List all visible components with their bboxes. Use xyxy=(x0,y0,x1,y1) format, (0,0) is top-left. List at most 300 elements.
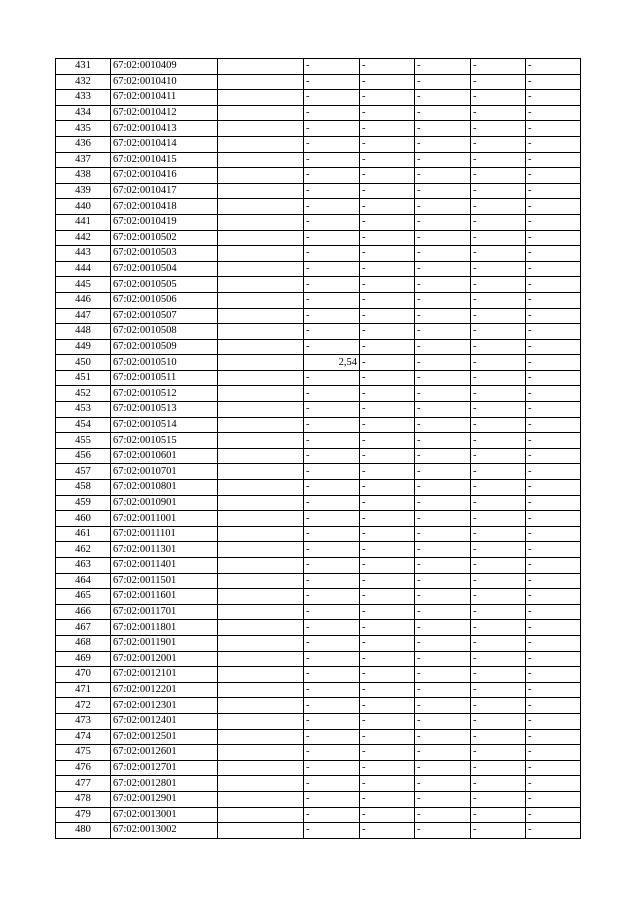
blank-cell xyxy=(218,729,304,745)
row-number-cell: 456 xyxy=(56,448,111,464)
value-cell-4: - xyxy=(471,635,526,651)
value-cell-4: - xyxy=(471,59,526,75)
value-cell-2: - xyxy=(360,745,415,761)
value-cell-4: - xyxy=(471,448,526,464)
table-row xyxy=(56,682,581,698)
value-cell-3: - xyxy=(415,324,471,340)
row-number-cell: 469 xyxy=(56,651,111,667)
value-cell-1: - xyxy=(304,651,360,667)
table-row xyxy=(56,246,581,262)
row-number-cell: 458 xyxy=(56,480,111,496)
row-number-cell: 431 xyxy=(56,59,111,75)
row-number-cell: 461 xyxy=(56,526,111,542)
value-cell-5: - xyxy=(526,558,581,574)
value-cell-1: - xyxy=(304,604,360,620)
row-number-cell: 464 xyxy=(56,573,111,589)
value-cell-3: - xyxy=(415,277,471,293)
blank-cell xyxy=(218,589,304,605)
value-cell-4: - xyxy=(471,214,526,230)
value-cell-4: - xyxy=(471,74,526,90)
table-row xyxy=(56,635,581,651)
value-cell-5: - xyxy=(526,745,581,761)
value-cell-4: - xyxy=(471,558,526,574)
value-cell-4: - xyxy=(471,807,526,823)
cadastral-code-cell: 67:02:0012201 xyxy=(111,682,218,698)
value-cell-3: - xyxy=(415,308,471,324)
value-cell-2: - xyxy=(360,682,415,698)
value-cell-3: - xyxy=(415,713,471,729)
cadastral-code-cell: 67:02:0010515 xyxy=(111,433,218,449)
value-cell-1: - xyxy=(304,370,360,386)
table-row xyxy=(56,760,581,776)
cadastral-code-cell: 67:02:0010411 xyxy=(111,90,218,106)
blank-cell xyxy=(218,667,304,683)
row-number-cell: 439 xyxy=(56,183,111,199)
blank-cell xyxy=(218,402,304,418)
value-cell-3: - xyxy=(415,573,471,589)
value-cell-3: - xyxy=(415,214,471,230)
value-cell-4: - xyxy=(471,620,526,636)
blank-cell xyxy=(218,168,304,184)
cadastral-code-cell: 67:02:0012801 xyxy=(111,776,218,792)
value-cell-2: - xyxy=(360,90,415,106)
row-number-cell: 473 xyxy=(56,713,111,729)
value-cell-3: - xyxy=(415,791,471,807)
value-cell-5: - xyxy=(526,136,581,152)
value-cell-4: - xyxy=(471,682,526,698)
value-cell-5: - xyxy=(526,230,581,246)
row-number-cell: 446 xyxy=(56,292,111,308)
row-number-cell: 462 xyxy=(56,542,111,558)
table-row xyxy=(56,807,581,823)
value-cell-5: - xyxy=(526,121,581,137)
value-cell-2: - xyxy=(360,823,415,839)
cadastral-code-cell: 67:02:0010419 xyxy=(111,214,218,230)
value-cell-4: - xyxy=(471,713,526,729)
value-cell-5: - xyxy=(526,464,581,480)
cadastral-code-cell: 67:02:0010511 xyxy=(111,370,218,386)
value-cell-3: - xyxy=(415,183,471,199)
value-cell-5: - xyxy=(526,589,581,605)
cadastral-code-cell: 67:02:0010506 xyxy=(111,292,218,308)
value-cell-4: - xyxy=(471,168,526,184)
value-cell-5: - xyxy=(526,698,581,714)
cadastral-code-cell: 67:02:0011501 xyxy=(111,573,218,589)
value-cell-5: - xyxy=(526,480,581,496)
cadastral-code-cell: 67:02:0010601 xyxy=(111,448,218,464)
row-number-cell: 443 xyxy=(56,246,111,262)
table-row xyxy=(56,277,581,293)
value-cell-5: - xyxy=(526,261,581,277)
cadastral-code-cell: 67:02:0010513 xyxy=(111,402,218,418)
row-number-cell: 454 xyxy=(56,417,111,433)
cadastral-code-cell: 67:02:0011701 xyxy=(111,604,218,620)
value-cell-5: - xyxy=(526,168,581,184)
value-cell-2: - xyxy=(360,526,415,542)
cadastral-code-cell: 67:02:0010502 xyxy=(111,230,218,246)
value-cell-2: - xyxy=(360,261,415,277)
value-cell-4: - xyxy=(471,651,526,667)
value-cell-2: - xyxy=(360,480,415,496)
data-table xyxy=(55,58,581,839)
blank-cell xyxy=(218,339,304,355)
value-cell-1: - xyxy=(304,386,360,402)
value-cell-1: - xyxy=(304,776,360,792)
blank-cell xyxy=(218,214,304,230)
value-cell-1: - xyxy=(304,682,360,698)
value-cell-1: - xyxy=(304,261,360,277)
value-cell-2: - xyxy=(360,386,415,402)
blank-cell xyxy=(218,604,304,620)
row-number-cell: 467 xyxy=(56,620,111,636)
value-cell-2: - xyxy=(360,277,415,293)
blank-cell xyxy=(218,791,304,807)
value-cell-1: - xyxy=(304,152,360,168)
value-cell-5: - xyxy=(526,324,581,340)
cadastral-code-cell: 67:02:0010514 xyxy=(111,417,218,433)
value-cell-4: - xyxy=(471,90,526,106)
value-cell-3: - xyxy=(415,682,471,698)
value-cell-2: - xyxy=(360,620,415,636)
value-cell-1: - xyxy=(304,214,360,230)
value-cell-5: - xyxy=(526,59,581,75)
blank-cell xyxy=(218,448,304,464)
table-row xyxy=(56,324,581,340)
value-cell-4: - xyxy=(471,464,526,480)
value-cell-1: - xyxy=(304,136,360,152)
value-cell-1: - xyxy=(304,589,360,605)
row-number-cell: 438 xyxy=(56,168,111,184)
table-row xyxy=(56,448,581,464)
table-row xyxy=(56,745,581,761)
value-cell-3: - xyxy=(415,230,471,246)
blank-cell xyxy=(218,635,304,651)
cadastral-code-cell: 67:02:0010415 xyxy=(111,152,218,168)
row-number-cell: 470 xyxy=(56,667,111,683)
value-cell-2: - xyxy=(360,729,415,745)
table-row xyxy=(56,589,581,605)
value-cell-3: - xyxy=(415,370,471,386)
value-cell-3: - xyxy=(415,589,471,605)
value-cell-1: - xyxy=(304,698,360,714)
table-row xyxy=(56,230,581,246)
value-cell-2: - xyxy=(360,760,415,776)
value-cell-3: - xyxy=(415,261,471,277)
table-row xyxy=(56,542,581,558)
value-cell-3: - xyxy=(415,807,471,823)
table-row xyxy=(56,417,581,433)
row-number-cell: 449 xyxy=(56,339,111,355)
value-cell-2: - xyxy=(360,542,415,558)
value-cell-4: - xyxy=(471,246,526,262)
table-row xyxy=(56,292,581,308)
row-number-cell: 444 xyxy=(56,261,111,277)
value-cell-5: - xyxy=(526,246,581,262)
blank-cell xyxy=(218,59,304,75)
value-cell-2: - xyxy=(360,667,415,683)
table-row xyxy=(56,776,581,792)
value-cell-5: - xyxy=(526,823,581,839)
value-cell-1: - xyxy=(304,729,360,745)
value-cell-4: - xyxy=(471,573,526,589)
value-cell-4: - xyxy=(471,355,526,371)
value-cell-2: - xyxy=(360,121,415,137)
table-row xyxy=(56,121,581,137)
value-cell-1: - xyxy=(304,573,360,589)
value-cell-3: - xyxy=(415,90,471,106)
value-cell-2: - xyxy=(360,246,415,262)
cadastral-code-cell: 67:02:0012401 xyxy=(111,713,218,729)
value-cell-5: - xyxy=(526,152,581,168)
blank-cell xyxy=(218,152,304,168)
value-cell-2: - xyxy=(360,355,415,371)
blank-cell xyxy=(218,183,304,199)
row-number-cell: 459 xyxy=(56,495,111,511)
table-row xyxy=(56,74,581,90)
row-number-cell: 440 xyxy=(56,199,111,215)
value-cell-5: - xyxy=(526,604,581,620)
value-cell-4: - xyxy=(471,589,526,605)
value-cell-3: - xyxy=(415,480,471,496)
blank-cell xyxy=(218,355,304,371)
value-cell-4: - xyxy=(471,230,526,246)
value-cell-5: - xyxy=(526,729,581,745)
row-number-cell: 453 xyxy=(56,402,111,418)
value-cell-4: - xyxy=(471,542,526,558)
value-cell-5: - xyxy=(526,542,581,558)
value-cell-2: - xyxy=(360,230,415,246)
table-row xyxy=(56,355,581,371)
value-cell-5: - xyxy=(526,199,581,215)
cadastral-code-cell: 67:02:0010409 xyxy=(111,59,218,75)
value-cell-1: - xyxy=(304,480,360,496)
value-cell-4: - xyxy=(471,526,526,542)
value-cell-2: - xyxy=(360,370,415,386)
table-row xyxy=(56,386,581,402)
value-cell-1: - xyxy=(304,199,360,215)
table-row xyxy=(56,168,581,184)
value-cell-5: - xyxy=(526,402,581,418)
blank-cell xyxy=(218,433,304,449)
row-number-cell: 476 xyxy=(56,760,111,776)
blank-cell xyxy=(218,230,304,246)
blank-cell xyxy=(218,620,304,636)
value-cell-4: - xyxy=(471,152,526,168)
cadastral-code-cell: 67:02:0010418 xyxy=(111,199,218,215)
value-cell-1: - xyxy=(304,183,360,199)
value-cell-5: - xyxy=(526,495,581,511)
row-number-cell: 466 xyxy=(56,604,111,620)
value-cell-3: - xyxy=(415,604,471,620)
table-row xyxy=(56,308,581,324)
cadastral-code-cell: 67:02:0013002 xyxy=(111,823,218,839)
value-cell-3: - xyxy=(415,635,471,651)
value-cell-5: - xyxy=(526,713,581,729)
value-cell-2: - xyxy=(360,589,415,605)
value-cell-1: - xyxy=(304,90,360,106)
blank-cell xyxy=(218,246,304,262)
blank-cell xyxy=(218,464,304,480)
value-cell-5: - xyxy=(526,667,581,683)
value-cell-4: - xyxy=(471,292,526,308)
value-cell-3: - xyxy=(415,121,471,137)
value-cell-4: - xyxy=(471,417,526,433)
value-cell-4: - xyxy=(471,433,526,449)
table-row xyxy=(56,698,581,714)
row-number-cell: 472 xyxy=(56,698,111,714)
row-number-cell: 475 xyxy=(56,745,111,761)
cadastral-code-cell: 67:02:0010416 xyxy=(111,168,218,184)
value-cell-5: - xyxy=(526,214,581,230)
value-cell-4: - xyxy=(471,339,526,355)
row-number-cell: 437 xyxy=(56,152,111,168)
row-number-cell: 478 xyxy=(56,791,111,807)
row-number-cell: 432 xyxy=(56,74,111,90)
value-cell-1: - xyxy=(304,464,360,480)
table-row xyxy=(56,183,581,199)
blank-cell xyxy=(218,713,304,729)
cadastral-code-cell: 67:02:0010417 xyxy=(111,183,218,199)
value-cell-2: - xyxy=(360,214,415,230)
row-number-cell: 480 xyxy=(56,823,111,839)
value-cell-3: - xyxy=(415,667,471,683)
value-cell-5: - xyxy=(526,635,581,651)
value-cell-2: - xyxy=(360,199,415,215)
row-number-cell: 448 xyxy=(56,324,111,340)
value-cell-3: - xyxy=(415,74,471,90)
blank-cell xyxy=(218,277,304,293)
row-number-cell: 468 xyxy=(56,635,111,651)
row-number-cell: 445 xyxy=(56,277,111,293)
table-row xyxy=(56,729,581,745)
cadastral-code-cell: 67:02:0010512 xyxy=(111,386,218,402)
value-cell-3: - xyxy=(415,448,471,464)
blank-cell xyxy=(218,776,304,792)
value-cell-4: - xyxy=(471,480,526,496)
cadastral-code-cell: 67:02:0012701 xyxy=(111,760,218,776)
value-cell-5: - xyxy=(526,620,581,636)
value-cell-1: - xyxy=(304,620,360,636)
value-cell-1: - xyxy=(304,635,360,651)
value-cell-1: - xyxy=(304,558,360,574)
value-cell-2: - xyxy=(360,168,415,184)
value-cell-5: - xyxy=(526,370,581,386)
blank-cell xyxy=(218,480,304,496)
value-cell-3: - xyxy=(415,168,471,184)
table-row xyxy=(56,261,581,277)
value-cell-3: - xyxy=(415,199,471,215)
value-cell-3: - xyxy=(415,698,471,714)
cadastral-code-cell: 67:02:0010801 xyxy=(111,480,218,496)
value-cell-5: - xyxy=(526,791,581,807)
value-cell-4: - xyxy=(471,277,526,293)
table-row xyxy=(56,199,581,215)
table-row xyxy=(56,152,581,168)
cadastral-code-cell: 67:02:0013001 xyxy=(111,807,218,823)
blank-cell xyxy=(218,511,304,527)
row-number-cell: 455 xyxy=(56,433,111,449)
value-cell-1: - xyxy=(304,667,360,683)
value-cell-2: - xyxy=(360,651,415,667)
row-number-cell: 463 xyxy=(56,558,111,574)
cadastral-code-cell: 67:02:0011301 xyxy=(111,542,218,558)
value-cell-3: - xyxy=(415,776,471,792)
cadastral-code-cell: 67:02:0010510 xyxy=(111,355,218,371)
cadastral-code-cell: 67:02:0012301 xyxy=(111,698,218,714)
value-cell-5: - xyxy=(526,807,581,823)
value-cell-5: - xyxy=(526,386,581,402)
table-row xyxy=(56,791,581,807)
value-cell-2: - xyxy=(360,183,415,199)
value-cell-5: - xyxy=(526,74,581,90)
cadastral-code-cell: 67:02:0010701 xyxy=(111,464,218,480)
value-cell-5: - xyxy=(526,776,581,792)
value-cell-2: - xyxy=(360,105,415,121)
value-cell-4: - xyxy=(471,261,526,277)
value-cell-3: - xyxy=(415,339,471,355)
value-cell-5: - xyxy=(526,682,581,698)
cadastral-code-cell: 67:02:0012901 xyxy=(111,791,218,807)
blank-cell xyxy=(218,121,304,137)
row-number-cell: 450 xyxy=(56,355,111,371)
value-cell-4: - xyxy=(471,667,526,683)
cadastral-code-cell: 67:02:0012601 xyxy=(111,745,218,761)
value-cell-2: - xyxy=(360,417,415,433)
row-number-cell: 479 xyxy=(56,807,111,823)
value-cell-4: - xyxy=(471,199,526,215)
cadastral-code-cell: 67:02:0011101 xyxy=(111,526,218,542)
value-cell-1: - xyxy=(304,292,360,308)
table-row xyxy=(56,105,581,121)
value-cell-2: - xyxy=(360,464,415,480)
table-row xyxy=(56,667,581,683)
value-cell-1: - xyxy=(304,760,360,776)
value-cell-5: - xyxy=(526,526,581,542)
table-row xyxy=(56,620,581,636)
value-cell-5: - xyxy=(526,277,581,293)
value-cell-1: - xyxy=(304,448,360,464)
value-cell-2: - xyxy=(360,604,415,620)
blank-cell xyxy=(218,370,304,386)
value-cell-1: - xyxy=(304,246,360,262)
cadastral-code-cell: 67:02:0011601 xyxy=(111,589,218,605)
blank-cell xyxy=(218,417,304,433)
value-cell-3: - xyxy=(415,542,471,558)
row-number-cell: 452 xyxy=(56,386,111,402)
value-cell-1: - xyxy=(304,121,360,137)
cadastral-code-cell: 67:02:0012501 xyxy=(111,729,218,745)
cadastral-code-cell: 67:02:0010503 xyxy=(111,246,218,262)
value-cell-1: 2,54 xyxy=(304,355,360,371)
value-cell-1: - xyxy=(304,511,360,527)
blank-cell xyxy=(218,698,304,714)
cadastral-code-cell: 67:02:0010410 xyxy=(111,74,218,90)
value-cell-1: - xyxy=(304,526,360,542)
value-cell-1: - xyxy=(304,713,360,729)
cadastral-code-cell: 67:02:0010414 xyxy=(111,136,218,152)
value-cell-2: - xyxy=(360,698,415,714)
table-row xyxy=(56,433,581,449)
value-cell-5: - xyxy=(526,511,581,527)
value-cell-1: - xyxy=(304,433,360,449)
value-cell-4: - xyxy=(471,105,526,121)
value-cell-2: - xyxy=(360,433,415,449)
value-cell-4: - xyxy=(471,791,526,807)
value-cell-4: - xyxy=(471,402,526,418)
value-cell-5: - xyxy=(526,433,581,449)
cadastral-code-cell: 67:02:0010412 xyxy=(111,105,218,121)
blank-cell xyxy=(218,542,304,558)
